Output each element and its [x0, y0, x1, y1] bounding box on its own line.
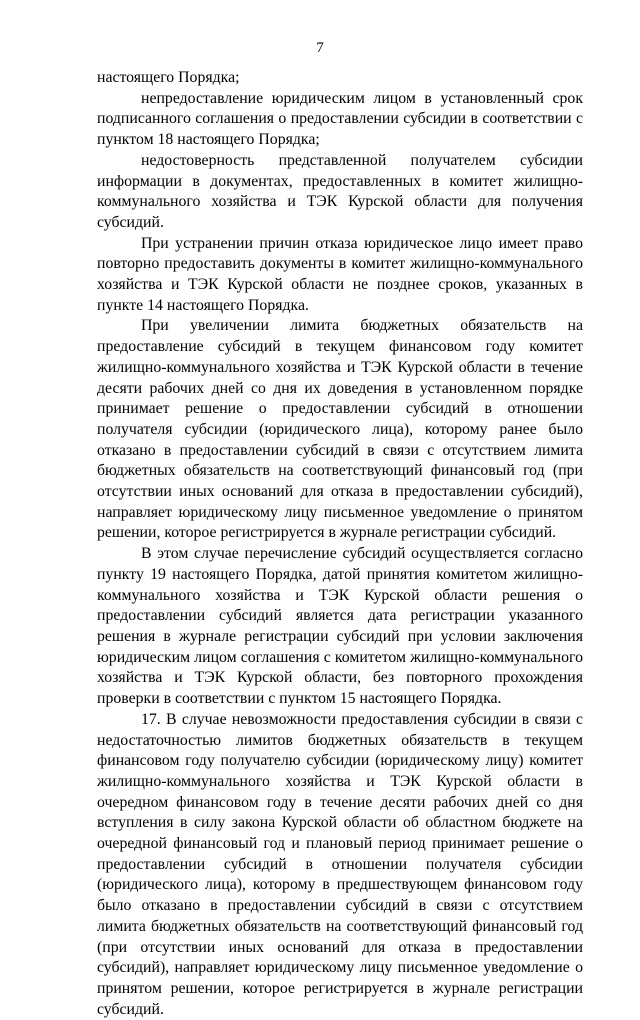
page-number: 7 — [316, 40, 324, 56]
paragraph: непредоставление юридическим лицом в установленный срок подписанного соглашения о предоставлении субсидии в соответствии с пунктом 18 настоящего Порядка; — [97, 89, 583, 149]
paragraph: 17. В случае невозможности предоставления субсидии в связи с недостаточностью лимитов бюджетных обязательств в текущем финансовом году получателю субсидии (юридическому лицу) комитет жилищно-коммунального хозяйства и ТЭК Курской области в очередном финансовом году в течение десяти рабочих дней со дня вступления в силу закона Курской области об областном бюджете на очередной финансовый год и плановый период принимает решение о предоставлении субсидий в отношении получателя субсидии (юридического лица), которому в предшествующем финансовом году было отказано в предоставлении субсидий в связи с отсутствием лимита бюджетных обязательств на соответствующий финансовый год (при отсутствии иных оснований для отказа в предоставлении субсидий), направляет юридическому лицу письменное уведомление о принятом решении, которое регистрируется в журнале регистрации субсидий. — [97, 710, 583, 1018]
paragraph: При увеличении лимита бюджетных обязательств на предоставление субсидий в текущем финансовом году комитет жилищно-коммунального хозяйства и ТЭК Курской области в течение десяти рабочих дней со дня их доведения в установленном порядке принимает решение о предоставлении субсидий в отношении получателя субсидии (юридического лица), которому ранее было отказано в предоставлении субсидий в связи с отсутствием лимита бюджетных обязательств на соответствующий финансовый год (при отсутствии иных оснований для отказа в предоставлении субсидий), направляет юридическому лицу письменное уведомление о принятом решении, которое регистрируется в журнале регистрации субсидий. — [97, 317, 583, 542]
paragraph: В этом случае перечисление субсидий осуществляется согласно пункту 19 настоящего Порядка, датой принятия комитетом жилищно-коммунального хозяйства и ТЭК Курской области решения о предоставлении субсидий является дата регистрации указанного решения в журнале регистрации субсидий при условии заключения юридическим лицом соглашения с комитетом жилищно-коммунального хозяйства и ТЭК Курской области, без повторного прохождения проверки в соответствии с пунктом 15 настоящего Порядка. — [97, 545, 583, 708]
paragraph: недостоверность представленной получателем субсидии информации в документах, предоставленных в комитет жилищно-коммунального хозяйства и ТЭК Курской области для получения субсидий. — [97, 151, 583, 231]
paragraph: настоящего Порядка; — [97, 69, 240, 86]
document-body — [97, 68, 583, 1020]
paragraph: При устранении причин отказа юридическое лицо имеет право повторно предоставить документы в комитет жилищно-коммунального хозяйства и ТЭК Курской области не позднее сроков, указанных в пункте 14 настоящего Порядка. — [97, 234, 583, 314]
